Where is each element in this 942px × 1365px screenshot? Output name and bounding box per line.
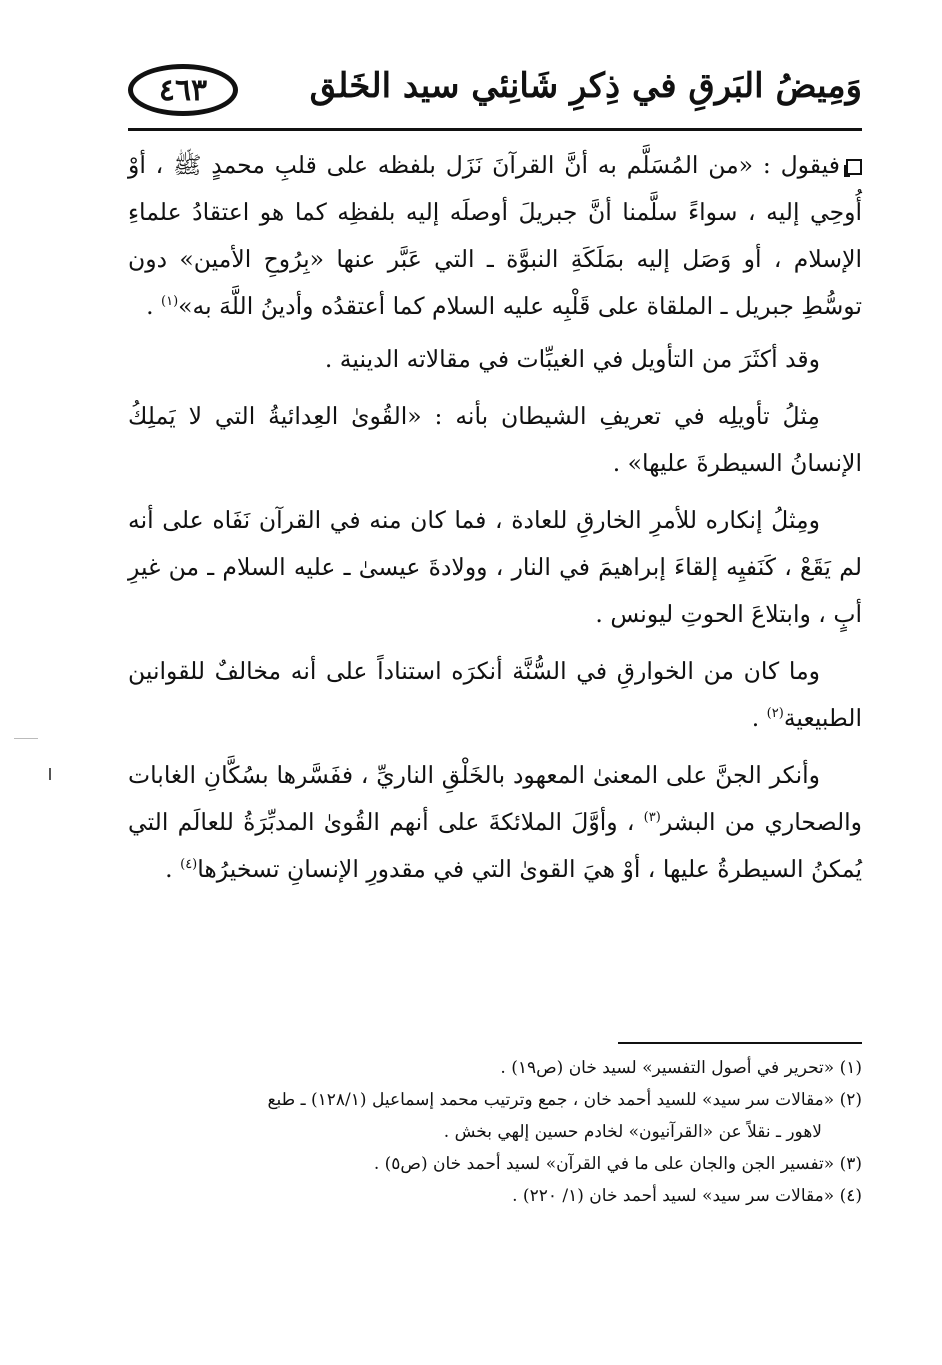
footnote-ref-2: (٢) <box>766 706 784 722</box>
footnote-ref-1: (١) <box>161 294 179 310</box>
running-title: وَمِيضُ البَرقِ في ذِكرِ شَانِئي سيد الخَلق <box>309 66 862 106</box>
page-number: ٤٦٣ <box>158 72 208 108</box>
quote-box-icon <box>846 159 862 175</box>
footnote-1: (١) «تحرير في أصول التفسير» لسيد خان (ص١٩) . <box>500 1058 862 1078</box>
page-header <box>128 58 862 131</box>
footnotes <box>128 1052 862 1212</box>
paragraph-2: وقد أكثَرَ من التأويل في الغيبِّات في مقالاته الدينية . <box>324 345 820 373</box>
paragraph-5: وما كان من الخوارقِ في السُّنَّة أنكرَه استناداً على أنه مخالفٌ للقوانين الطبيعية$^{(٢)}$ . <box>128 657 862 732</box>
scan-artifact <box>49 768 51 780</box>
scan-artifact <box>14 738 38 739</box>
footnote-2-continued: لاهور ـ نقلاً عن «القرآنيون» لخادم حسين إلهي بخش . <box>443 1122 822 1142</box>
paragraph-4: ومِثلُ إنكاره للأمرِ الخارقِ للعادة ، فما كان منه في القرآن نَفَاه على أنه لم يَقَعْ ، كَنَفيِه إلقاءَ إبراهيمَ في النار ، وولادةَ عيسىٰ ـ عليه السلام ـ من غيرِ أبٍ ، وابتلاعَ الحوتِ ليونس . <box>128 506 862 628</box>
paragraph-1: فيقول : «من المُسَلَّم به أنَّ القرآنَ نَزَل بلفظه على قلبِ محمدٍ ﷺ ، أوْ أُوحِي إليه ، سواءً سلَّمنا أنَّ جبريلَ أوصلَه إليه بلفظِه كما هو اعتقادُ علماءِ الإسلام ، أو وَصَل إليه بمَلَكَةِ النبوَّة ـ التي عَبَّر عنها «بِرُوحِ الأمين» دون توسُّطِ جبريل ـ الملقاة على قَلْبِه عليه السلام كما أعتقدُه وأدينُ اللَّهَ به»$^{(١)}$ . <box>128 151 862 320</box>
footnote-3: (٣) «تفسير الجن والجان على ما في القرآن» لسيد أحمد خان (ص٥) . <box>373 1154 862 1174</box>
main-text <box>128 142 862 903</box>
paragraph-6: وأنكر الجنَّ على المعنىٰ المعهود بالخَلْقِ الناريِّ ، ففَسَّرها بسُكَّانِ الغابات والصحاري من البشر$^{(٣)}$ ، وأوَّلَ الملائكةَ على أنهم القُوىٰ المدبِّرَةُ للعالَم التي يُمكنُ السيطرةُ عليها ، أوْ هيَ القوىٰ التي في مقدورِ الإنسانِ تسخيرُها$^{(٤)}$ . <box>128 761 862 883</box>
page-number-badge <box>128 64 238 116</box>
paragraph-3: مِثلُ تأويلِه في تعريفِ الشيطان بأنه : «القُوىٰ العِدائيةُ التي لا يَملِكُ الإنسانُ السيطرةَ عليها» . <box>128 402 862 477</box>
footnote-ref-3: (٣) <box>643 810 661 826</box>
footnote-separator <box>618 1042 862 1044</box>
footnote-ref-4: (٤) <box>180 857 198 873</box>
footnote-4: (٤) «مقالات سر سيد» لسيد أحمد خان (١/ ٢٢٠) . <box>512 1186 862 1206</box>
footnote-2: (٢) «مقالات سر سيد» للسيد أحمد خان ، جمع وترتيب محمد إسماعيل (١٢٨/١) ـ طبع <box>267 1090 862 1110</box>
